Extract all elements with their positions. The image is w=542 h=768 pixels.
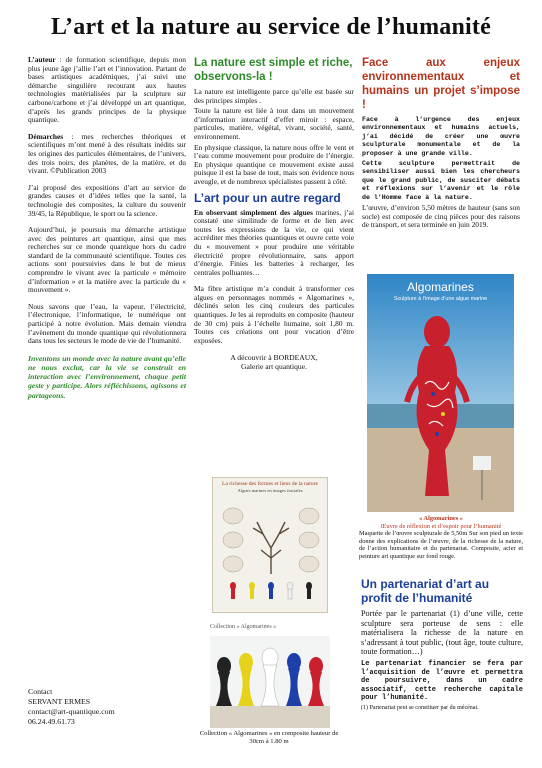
- approach-text: : mes recherches théoriques et scientifiques m’ont mené à des résultats inédits sur les origines des particules élémentaires, de l’univers, des trois noirs, des planètes, de la matière, et du vivant. ©Publication 2003: [28, 131, 186, 176]
- algae-lead: En observant simplement des algues: [194, 207, 313, 217]
- algae-paragraph: [194, 209, 354, 278]
- photo-title: Algomarines: [407, 280, 474, 294]
- art-heading: L’art pour un autre regard: [194, 190, 341, 205]
- exhibitions-paragraph: J’ai proposé des expositions d’art au service de grandes causes et d’idées telles que la santé, la technologie des composites, la culture du souvenir 39/45, la République, le sport ou la science.: [28, 182, 186, 218]
- figurines-graphic: [210, 636, 330, 728]
- strip-heading: Collection « Algomarines »: [210, 624, 277, 630]
- gallery-line-1: A découvrir à BORDEAUX,: [230, 353, 318, 363]
- poster-subtitle: Algues marines en images fractales: [237, 487, 303, 493]
- sculpture-graphic: [367, 274, 514, 512]
- nature-heading: La nature est simple et riche, observons-la !: [194, 57, 353, 83]
- page-title: L’art et la nature au service de l’humanité: [51, 14, 491, 40]
- author-paragraph: [28, 56, 186, 125]
- nature-intro: La nature est intelligente parce qu’elle est basée sur des principes simples .: [194, 87, 354, 105]
- approach-paragraph: [28, 133, 186, 176]
- approach-label: Démarches: [28, 131, 64, 141]
- partnership-heading: Un partenariat d’art au profit de l’humanité: [361, 577, 490, 605]
- quantum-future-paragraph: Nous savons que l’eau, la vapeur, l’électricité, l’électronique, l’informatique, le numérique ont participé à notre évolution. Mais demain viendra l’avènement du monde quantique qui révolutionnera dans tous les secteurs le mode de vie de l’humanité.: [28, 301, 186, 346]
- poster-title: La richesse des formes et liens de la nature: [222, 481, 318, 487]
- sculpture-caption: [359, 515, 523, 561]
- nature-physics: En physique classique, la nature nous offre le vent et l’eau comme mouvement pour produire de l’énergie. En physique quantique ce mouvement existe aussi puisque il est la base de tout, mais son évidence nous aveugle, et de nombreux spécialistes passent à côté.: [194, 142, 354, 186]
- sculpture-photo: [367, 274, 514, 512]
- nature-slogan: Inventons un monde avec la nature avant qu’elle ne nous exclut, car la vie se construit en interaction avec l’environnement, chaque petit geste y participe. Alors réfléchissons, agissons et partageons.: [28, 353, 186, 400]
- contact-label: Contact: [28, 687, 53, 696]
- research-paragraph: Aujourd’hui, je poursuis ma démarche artistique avec des peintures art quantique, ainsi que mes recherches sur ce monde quantique hors du cadre standard de la communauté scientifique. Toutes ces actions sont poursuivies dans le but de mieux comprendre le vivant avec la particule « mémoire d’information » et la matière avec la particule du « mouvement ».: [28, 225, 186, 295]
- footnote: (1) Partenariat peut se constituer par du mécénat.: [361, 704, 479, 711]
- column-nature: [194, 56, 354, 371]
- poster-graphic: [213, 478, 328, 613]
- algae-text: marines, j’ai constaté une similitude de forme et de lien avec toutes les expressions de la vie, ce qui vient accréditer mes théories quantiques et ouvre cette voie du « mouvement » pour produire une véritable électricité propre révolutionnaire, sans apport d’énergie. Finies les batteries à recharger, les centrales polluantes…: [194, 207, 354, 277]
- photo-subtitle: Sculpture à l’image d’une algue marine: [393, 296, 488, 302]
- partnership-text: Portée par le partenariat (1) d’une ville, cette sculpture sera porteuse de sens : elle matérialisera la richesse de la nature en s’adressant à tout public, (tout âge, toute culture, toute formation…): [361, 609, 523, 657]
- fractal-poster-image: [212, 477, 328, 613]
- figurines-caption: Collection « Algomarines » en composite hauteur de 30cm à 1.80 m: [199, 730, 339, 745]
- financing-text: Le partenariat financier se fera par l’acquisition de l’œuvre et permettra de poursuivre, dans un cadre associatif, cette recherche capitale pour l’humanité.: [361, 659, 523, 703]
- project-dimensions: L’œuvre, d’environ 5,50 mètres de hauteur (sans son socle) est composée de cinq pièces pour des raisons de transport, et sera terminée en juin 2019.: [362, 203, 520, 230]
- column-project: [362, 56, 520, 238]
- caption-body: Maquette de l’œuvre sculpturale de 5,50m Sur son pied un texte donne des explications de l’œuvre, de la richesse de la nature, de l’action humanitaire et du partenariat. Composite, acier et peinture art quantique sur fond rouge.: [359, 530, 523, 560]
- contact-email[interactable]: contact@art-quantique.com: [28, 707, 115, 716]
- gallery-note: [194, 353, 354, 371]
- contact-name: SERVANT ERMES: [28, 697, 91, 706]
- author-text: : de formation scientifique, depuis mon plus jeune âge j’allie l’art et l’innovation. Partant de bases artistiques académiques, j’ai suivi une démarche singulière recourant aux hautes technologies matérialisées par la sculpture sur carbone/carbone et j’ai développé un art quantique, d’après les grands principes de la physique quantique.: [28, 55, 186, 125]
- partnership-section: [361, 577, 523, 712]
- gallery-line-2: Galerie art quantique.: [241, 362, 307, 372]
- column-author: [28, 56, 186, 400]
- project-heading: Face aux enjeux environnementaux et humains un projet s’impose !: [362, 57, 520, 111]
- project-urgency: Face à l’urgence des enjeux environnementaux et humains actuels, j’ai décidé de créer une œuvre sculpturale monumentale et de la proposer à une grande ville.: [362, 116, 520, 157]
- contact-block: [28, 687, 115, 727]
- figurines-photo: [210, 636, 330, 728]
- caption-title: « Algomarines »: [418, 515, 464, 522]
- algomarines-paragraph: Ma fibre artistique m’a conduit à transformer ces algues en personnages nommés « Algomarines », déclinés selon les cinq couleurs des particules quantiques. Je les ai reproduits en composite (hauteur de 30 cm) puis à l’échelle humaine, soit 1,80 m. Toutes ces créations ont pour vocation d’être exposées.: [194, 284, 354, 345]
- nature-linked: Toute la nature est liée à tout dans un mouvement d’information interactif d’effet miroir : espace, particules, matière, végétal, vivant, société, santé, environnement.: [194, 106, 354, 141]
- contact-phone: 06.24.49.61.73: [28, 717, 75, 726]
- project-awareness: Cette sculpture permettrait de sensibiliser aussi bien les chercheurs que le grand public, de susciter débats et réflexions sur l’avenir et le rôle de l’Homme face à la nature.: [362, 160, 520, 201]
- author-label: L’auteur: [28, 55, 56, 64]
- caption-subtitle: Œuvre de réflexion et d’espoir pour l’humanité: [380, 522, 502, 530]
